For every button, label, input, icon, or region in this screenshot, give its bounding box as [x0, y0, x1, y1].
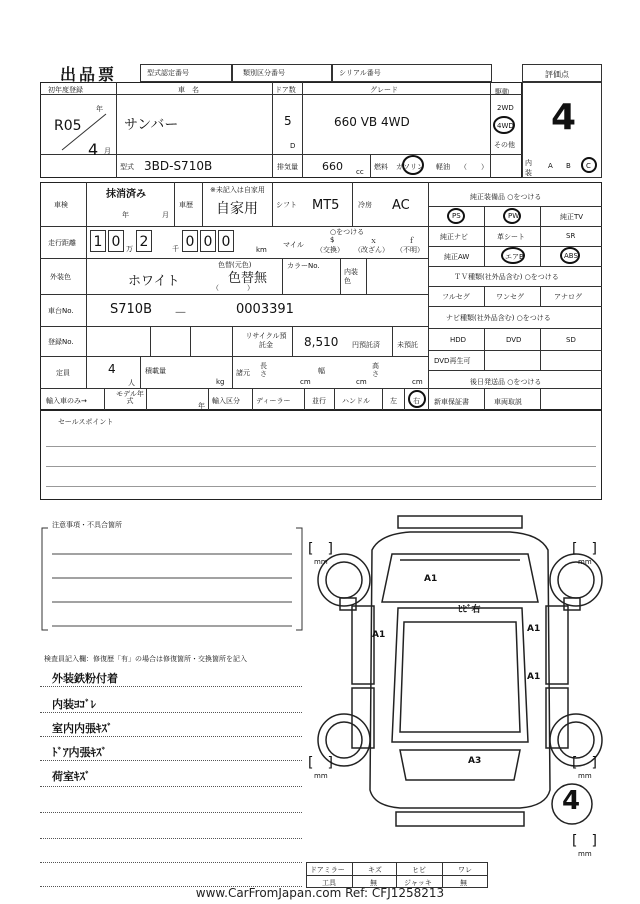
equip-pw-circle: [503, 208, 521, 224]
mileage-unit: km: [256, 246, 267, 254]
equip-airbag: エアB: [505, 253, 524, 261]
note-item-1: 外装鉄粉付着: [52, 672, 118, 685]
tire-fr-bracket: [ ]: [572, 541, 597, 557]
watermark-text: www.CarFromJapan.com Ref: CFJ1258213: [195, 886, 445, 900]
equip-navi: 純正ナビ: [440, 233, 468, 241]
equip-aw: 純正AW: [444, 253, 470, 261]
fuel-circle: [402, 155, 424, 175]
inspector-label: 検査員記入欄：修復歴「有」の場合は修復箇所・交換箇所を記入: [44, 655, 247, 663]
mileage-label: 走行距離: [48, 239, 76, 247]
mileage-digit-1: 1: [90, 230, 106, 252]
navi-hdd: HDD: [450, 336, 467, 344]
ac-value: AC: [392, 198, 410, 213]
serial-cell: [332, 64, 492, 82]
model-year-nen: 年: [198, 402, 205, 410]
model-year-label: モデル年式: [116, 390, 144, 405]
mark-a1-right: A1: [527, 624, 541, 634]
mile-opt3-sym: ｆ: [408, 237, 415, 245]
inspection-value: 抹消済み: [106, 189, 146, 200]
capacity-unit: 人: [128, 379, 135, 387]
note-item-4: ﾄﾞｱ内張ｷｽﾞ: [52, 746, 107, 759]
interior-label: 内装: [525, 159, 532, 177]
interior-b: B: [566, 162, 571, 170]
door-suffix: D: [290, 142, 296, 150]
fuel-light-oil: 軽油: [436, 163, 450, 171]
mileage-thousand-char: 千: [172, 245, 179, 253]
ac-label: 冷房: [358, 201, 372, 209]
mile-label: マイル: [283, 241, 304, 249]
mark-a1-right-2: A1: [527, 672, 541, 682]
mileage-digit-4: 0: [182, 230, 198, 252]
recycle-unpaid: 未預託: [397, 341, 418, 349]
inspection-label: 車検: [54, 201, 68, 209]
grade-value: 660 VB 4WD: [334, 115, 410, 129]
drive-4wd-circle: [493, 116, 515, 134]
mile-opt2-sym: ｘ: [370, 237, 377, 245]
handle-label: ハンドル: [342, 397, 370, 405]
score-label-cell: [522, 64, 602, 82]
mile-opt1-sym: $: [330, 236, 335, 244]
width-label: 幅: [318, 367, 325, 375]
spare-score: 4: [562, 786, 581, 816]
tire-fl-mm: mm: [314, 558, 328, 566]
model-cert-label: 型式認定番号: [147, 69, 189, 77]
genuine-title: 純正装備品 ○をつける: [470, 193, 542, 201]
legend-crack: ヒビ: [412, 866, 426, 874]
import-class-label: 輸入区分: [212, 397, 240, 405]
tv-analog: アナログ: [554, 293, 582, 301]
tire-spare-bracket: [ ]: [572, 833, 597, 849]
category-label: 類別区分番号: [243, 69, 285, 77]
legend-mirror: ドアミラー: [310, 866, 345, 874]
import-parallel: 並行: [312, 397, 326, 405]
navi-dvd: DVD: [506, 336, 522, 344]
interior-a: A: [548, 162, 553, 170]
year-char: 年: [96, 105, 103, 113]
interior-c: C: [586, 162, 591, 170]
first-reg-label: 初年度登録: [48, 86, 83, 94]
caution-bracket: [40, 524, 304, 634]
form-title: 出品票: [60, 65, 118, 84]
reg-month: 4: [88, 140, 99, 159]
doors-value: 5: [284, 114, 292, 128]
tire-rl-bracket: [ ]: [308, 755, 333, 771]
tv-oneseg: ワンセグ: [496, 293, 524, 301]
chassis-label: 車台No.: [48, 307, 74, 315]
equip-ps: PS: [452, 212, 461, 220]
tire-rr-mm: mm: [578, 772, 592, 780]
repaint-paren: （ ）: [212, 284, 254, 292]
caution-label: 注意事項・不具合箇所: [52, 521, 122, 529]
score-label: 評価点: [545, 70, 569, 79]
model-cert-cell: [140, 64, 232, 82]
fuel-label: 燃料: [374, 163, 388, 171]
disp-unit: cc: [356, 168, 364, 176]
category-cell: [232, 64, 332, 82]
equip-abs: ABS: [564, 252, 578, 260]
import-dealer: ディーラー: [256, 397, 291, 405]
interior-c-circle: [581, 157, 597, 173]
color-label: 外装色: [50, 273, 71, 281]
chassis-number: 0003391: [236, 302, 294, 317]
height-label: 高さ: [372, 362, 379, 378]
mark-a1-left: A1: [372, 630, 386, 640]
legend-tools: 工具: [322, 879, 336, 887]
fuel-paren: （ ）: [460, 163, 488, 171]
mileage-digit-5: 0: [200, 230, 216, 252]
mile-opt2: （改ざん）: [354, 246, 389, 254]
equip-pw: PW: [508, 212, 520, 220]
equip-tv: 純正TV: [560, 213, 584, 221]
insp-year-char: 年: [122, 211, 129, 219]
tire-fr-mm: mm: [578, 558, 592, 566]
handle-left: 左: [390, 397, 397, 405]
shift-label: シフト: [276, 201, 297, 209]
insp-month-char: 月: [162, 211, 169, 219]
regno-label: 登録No.: [48, 338, 74, 346]
month-char: 月: [104, 147, 111, 155]
length-label: 長さ: [260, 362, 267, 378]
mark-a1-hood: A1: [424, 574, 438, 584]
navi-sd: SD: [566, 336, 576, 344]
grade-label: グレード: [370, 86, 398, 94]
car-name-label: 車 名: [178, 86, 199, 94]
history-label: 車歴: [179, 201, 193, 209]
tire-rr-bracket: [ ]: [572, 755, 597, 771]
legend-jack-none: 無: [460, 879, 467, 887]
serial-label: シリアル番号: [339, 69, 381, 77]
chassis-prefix: S710B: [110, 302, 152, 317]
dims-label: 諸元: [236, 369, 250, 377]
capacity-value: 4: [108, 362, 116, 376]
equip-ps-circle: [447, 208, 465, 224]
intcolor-label: 内装色: [344, 268, 358, 285]
reg-year: R05: [54, 118, 82, 134]
length-cm: cm: [300, 378, 311, 386]
shift-value: MT5: [312, 198, 340, 213]
width-cm: cm: [356, 378, 367, 386]
later-manual: 車両取説: [494, 398, 522, 406]
legend-jack: ジャッキ: [404, 879, 432, 887]
type-label: 型式: [120, 163, 134, 171]
mile-opt3: （不明）: [396, 246, 424, 254]
mileage-digit-3: 2: [136, 230, 152, 252]
note-item-2: 内装ﾖｺﾞﾚ: [52, 698, 96, 711]
history-value: 自家用: [216, 201, 258, 217]
import-label: 輸入車のみ→: [46, 397, 87, 405]
drive-label: 駆動: [495, 88, 509, 96]
legend-scratch: キズ: [368, 866, 382, 874]
legend-tools-none: 無: [370, 879, 377, 887]
sales-point-label: セールスポイント: [58, 418, 114, 426]
equip-abs-circle: [560, 247, 580, 264]
tire-fl-bracket: [ ]: [308, 541, 333, 557]
mile-circle-note: ○をつける: [330, 228, 365, 236]
drive-4wd: 4WD: [497, 122, 514, 130]
tire-rl-mm: mm: [314, 772, 328, 780]
legend-break: ワレ: [458, 866, 472, 874]
mark-a3-rear: A3: [468, 756, 482, 766]
later-title: 後日発送品 ○をつける: [470, 378, 542, 386]
color-value: ホワイト: [128, 274, 180, 289]
disp-value: 660: [322, 160, 343, 173]
note-item-5: 荷室ｷｽﾞ: [52, 770, 91, 783]
equip-airbag-circle: [501, 247, 525, 264]
tv-title: ＴＶ種類(社外品含む) ○をつける: [454, 273, 559, 281]
repaint-value: 色替無: [228, 271, 268, 286]
note-item-3: 室内内張ｷｽﾞ: [52, 722, 113, 735]
height-cm: cm: [412, 378, 423, 386]
capacity-label: 定員: [56, 369, 70, 377]
repaint-label: 色替(元色): [218, 261, 252, 269]
navi-title: ナビ種類(社外品含む) ○をつける: [446, 314, 551, 322]
equip-leather: 革シート: [497, 233, 525, 241]
chassis-dash: －: [174, 306, 188, 321]
mileage-ten-char: 万: [126, 245, 133, 253]
later-warranty: 新車保証書: [434, 398, 469, 406]
drive-other: その他: [494, 141, 515, 149]
drive-2wd: 2WD: [497, 104, 514, 112]
load-unit: kg: [216, 378, 225, 386]
colorno-label: カラーNo.: [287, 262, 320, 270]
tv-fullseg: フルセグ: [442, 293, 470, 301]
type-value: 3BD-S710B: [144, 159, 213, 173]
mileage-digit-6: 0: [218, 230, 234, 252]
mark-hibi-right: ﾋﾋﾞ右: [458, 605, 481, 615]
doors-label: ドア数: [275, 86, 296, 94]
equip-sr: SR: [566, 232, 576, 240]
navi-dvd-play: DVD再生可: [434, 357, 471, 365]
fuel-gasoline: ガソリン: [396, 163, 424, 171]
tire-spare-mm: mm: [578, 850, 592, 858]
handle-right: 右: [413, 397, 420, 405]
history-note: ※未記入は自家用: [210, 186, 265, 194]
recycle-label: リサイクル預託金: [245, 332, 287, 349]
score-value: 4: [551, 97, 577, 138]
load-label: 積載量: [145, 367, 166, 375]
mile-opt1: （交換）: [316, 246, 344, 254]
car-name-value: サンバー: [124, 117, 179, 133]
disp-label: 排気量: [277, 163, 298, 171]
mileage-digit-2: 0: [108, 230, 124, 252]
recycle-value: 8,510: [304, 335, 339, 349]
handle-right-circle: [408, 390, 426, 408]
recycle-paid: 円預託済: [352, 341, 380, 349]
